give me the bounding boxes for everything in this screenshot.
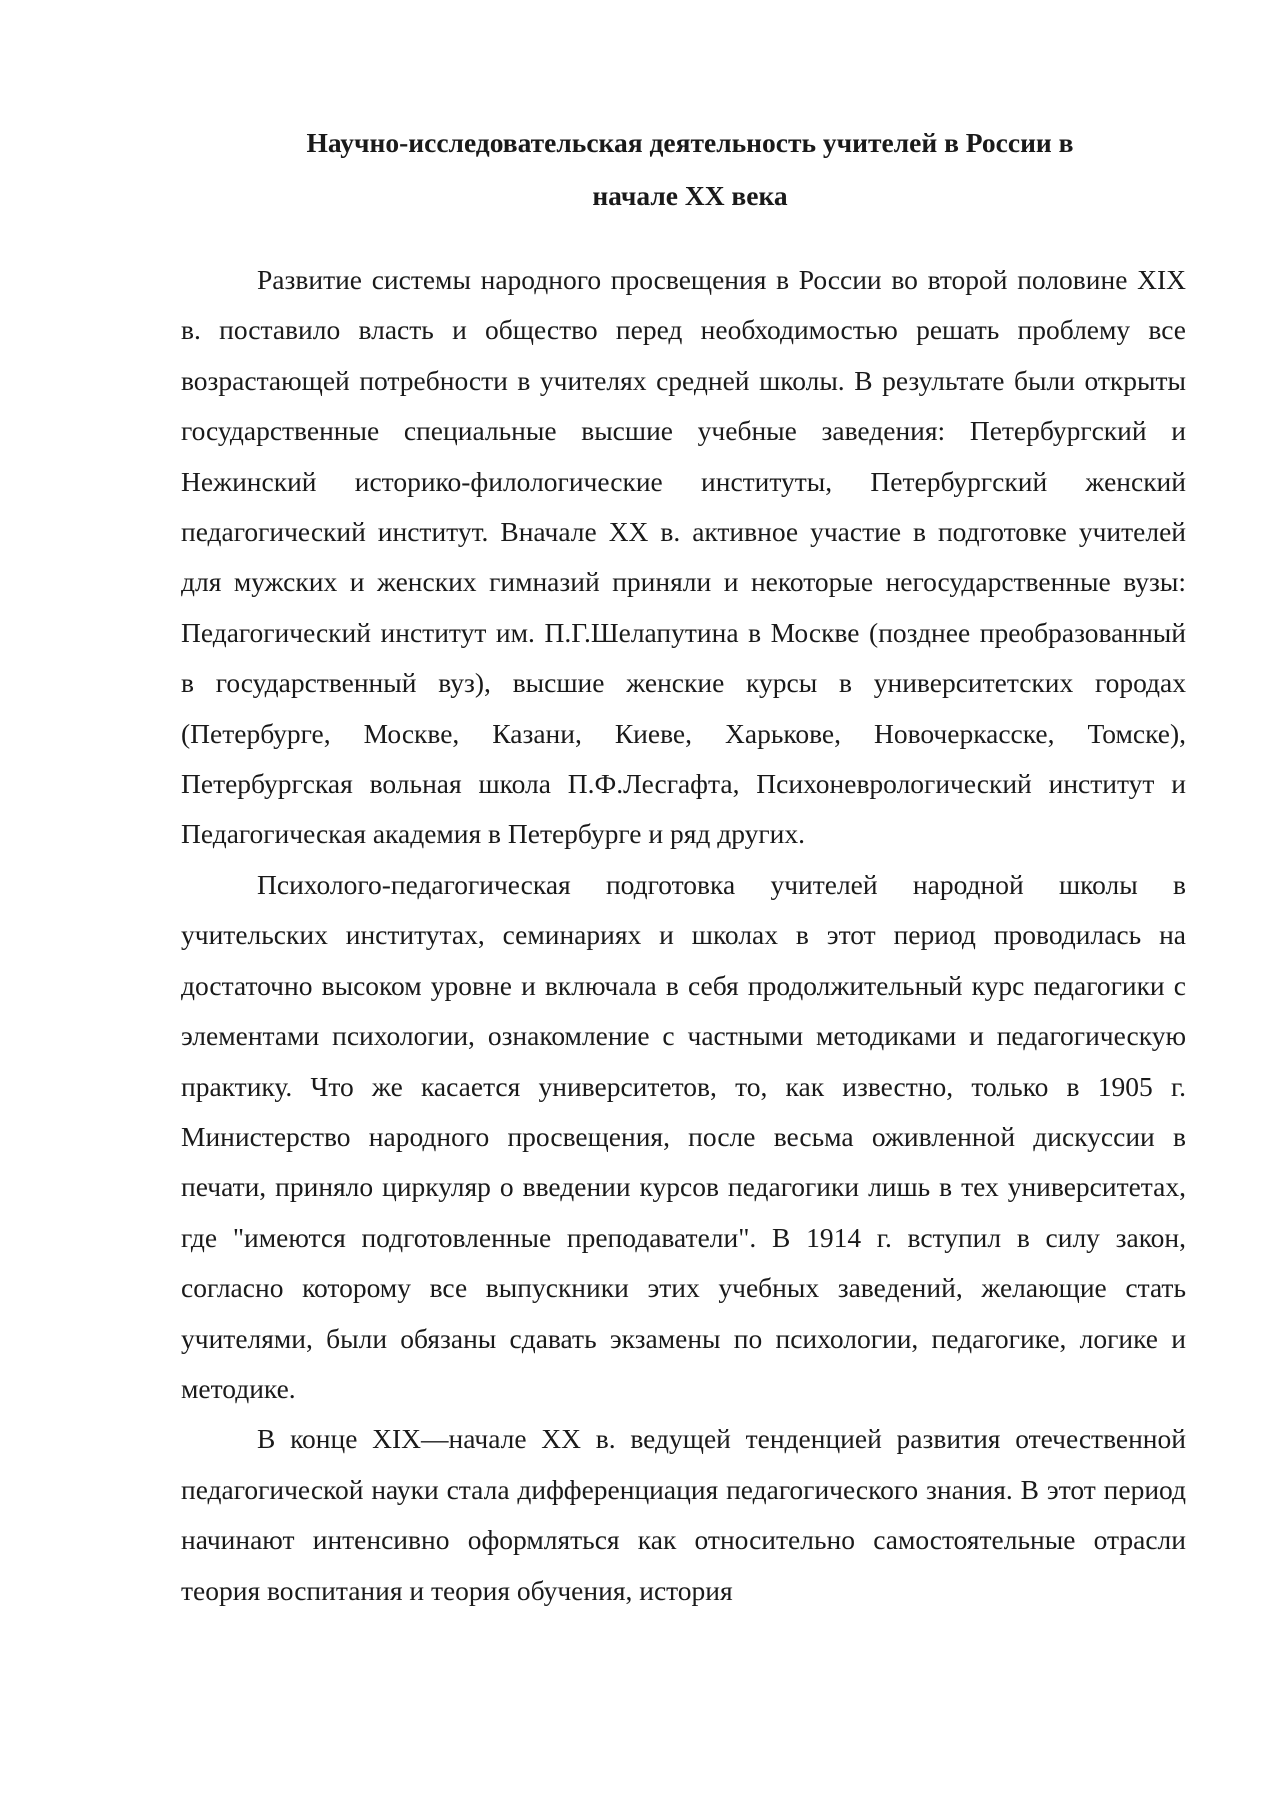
page-title xyxy=(290,116,1090,222)
title-line-2: начале XX века xyxy=(592,180,788,211)
paragraph-1: Развитие системы народного просвещения в России во второй половине XIX в. поставило власть и общество перед необходимостью решать проблему все возрастающей потребности в учителях средней школы. В результате были открыты государственные специальные высшие учебные заведения: Петербургский и Нежинский историко-филологические институты, Петербургский женский педагогический институт. Вначале XX в. активное участие в подготовке учителей для мужских и женских гимназий приняли и некоторые негосударственные вузы: Педагогический институт им. П.Г.Шелапутина в Москве (позднее преобразованный в государственный вуз), высшие женские курсы в университетских городах (Петербурге, Москве, Казани, Киеве, Харькове, Новочеркасске, Томске), Петербургская вольная школа П.Ф.Лесгафта, Психоневрологический институт и Педагогическая академия в Петербурге и ряд других. xyxy=(181,264,1186,850)
paragraph-2: Психолого-педагогическая подготовка учителей народной школы в учительских институтах, семинариях и школах в этот период проводилась на достаточно высоком уровне и включала в себя продолжительный курс педагогики с элементами психологии, ознакомление с частными методиками и педагогическую практику. Что же касается университетов, то, как известно, только в 1905 г. Министерство народного просвещения, после весьма оживленной дискуссии в печати, приняло циркуляр о введении курсов педагогики лишь в тех университетах, где "имеются подготовленные преподаватели". В 1914 г. вступил в силу закон, согласно которому все выпускники этих учебных заведений, желающие стать учителями, были обязаны сдавать экзамены по психологии, педагогике, логике и методике. xyxy=(181,868,1186,1404)
paragraph-3: В конце XIX—начале XX в. ведущей тенденцией развития отечественной педагогической науки стала дифференциация педагогического знания. В этот период начинают интенсивно оформляться как относительно самостоятельные отрасли теория воспитания и теория обучения, история xyxy=(181,1423,1186,1606)
title-line-1: Научно-исследовательская деятельность учителей в России в xyxy=(306,127,1074,158)
body-text xyxy=(181,255,1186,1616)
